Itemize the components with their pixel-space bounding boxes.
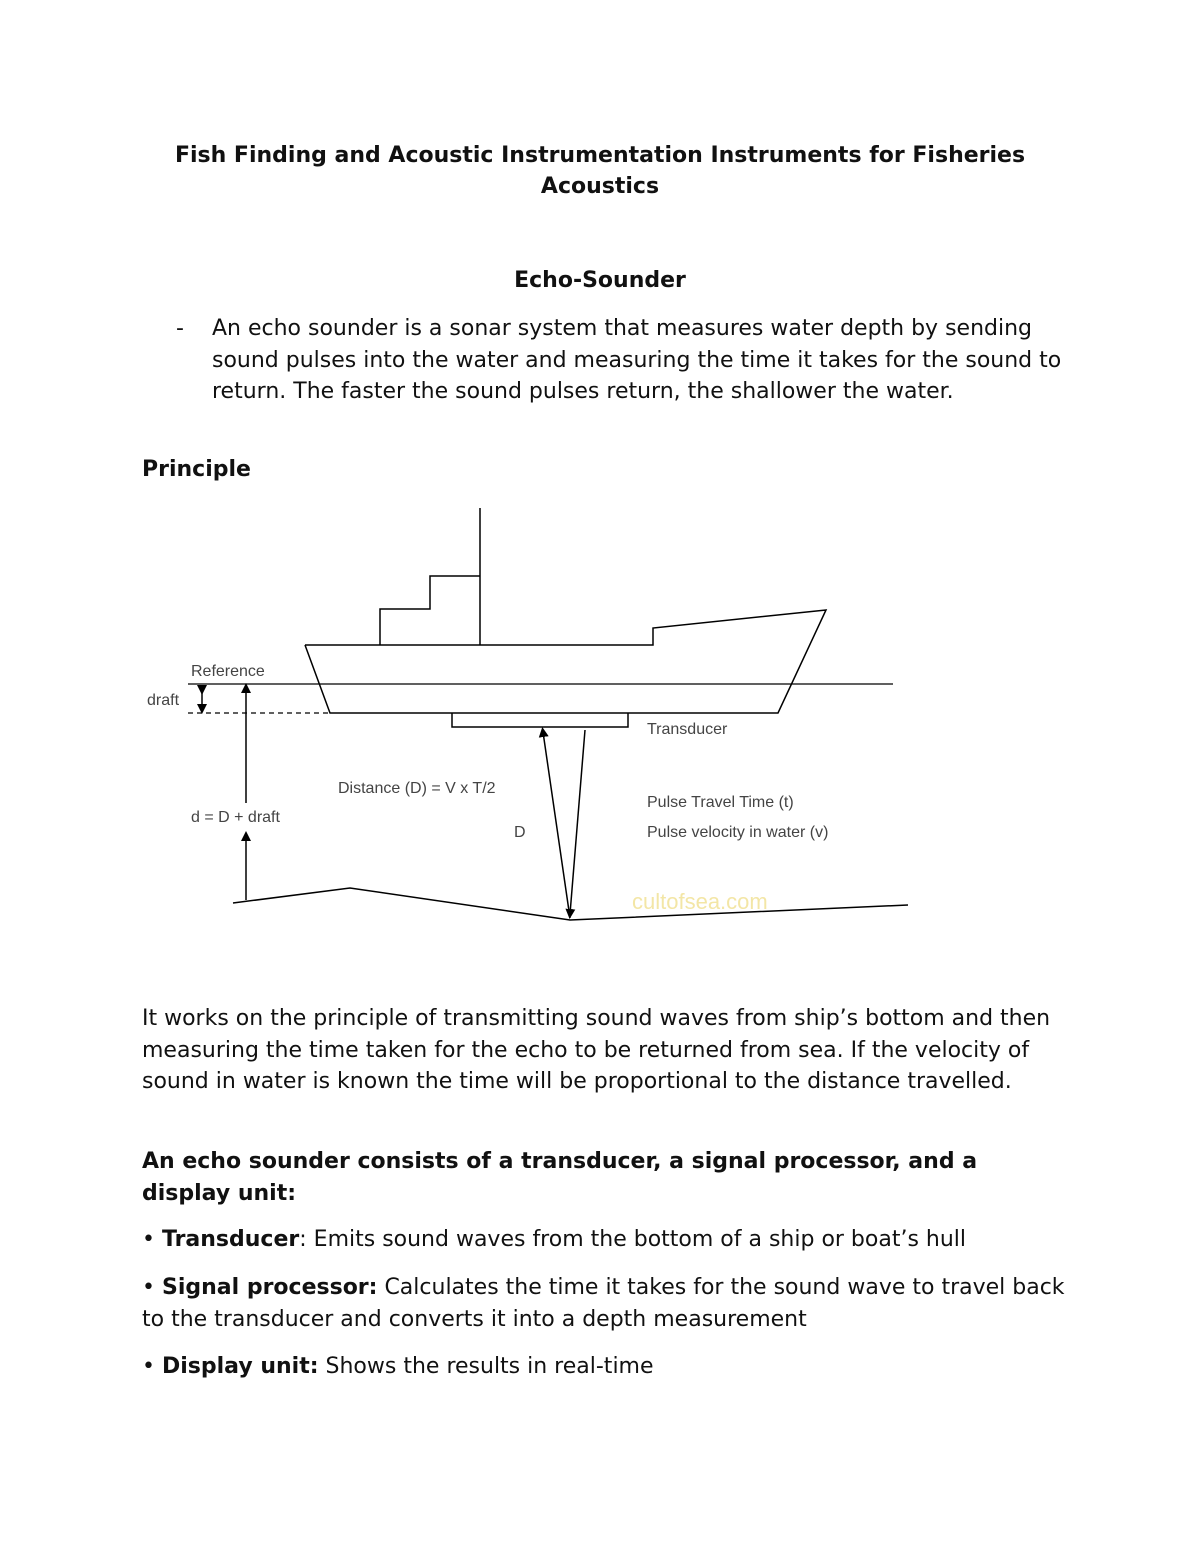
- component-name: Transducer: [161, 1227, 300, 1252]
- component-name: Signal processor:: [161, 1275, 378, 1300]
- bullet-marker: •: [142, 1354, 155, 1379]
- reference-label: Reference: [191, 663, 265, 680]
- component-display-unit: [142, 1351, 1072, 1383]
- watermark: cultofsea.com: [632, 889, 768, 914]
- draft-label: draft: [147, 692, 180, 709]
- pulse-velocity-label: Pulse velocity in water (v): [647, 824, 829, 841]
- component-signal-processor: [142, 1272, 1072, 1335]
- component-transducer: [142, 1224, 1072, 1256]
- principle-heading: Principle: [142, 457, 251, 482]
- components-heading: An echo sounder consists of a transducer, a signal processor, and a display unit:: [142, 1149, 978, 1206]
- transducer-box: [452, 713, 628, 727]
- bullet-marker: •: [142, 1227, 155, 1252]
- intro-paragraph: An echo sounder is a sonar system that measures water depth by sending sound pulses into the water and measuring the time it takes for the sound to return. The faster the sound pulses return, the shallower the water.: [212, 316, 1062, 404]
- depth-formula: d = D + draft: [191, 809, 280, 826]
- principle-paragraph: It works on the principle of transmitting sound waves from ship’s bottom and then measuring the time taken for the echo to be returned from sea. If the velocity of sound in water is known the time will be proportional to the distance travelled.: [142, 1006, 1051, 1094]
- distance-d-label: D: [514, 824, 526, 841]
- intro-bullet-marker: -: [176, 316, 184, 341]
- component-separator: :: [299, 1227, 307, 1252]
- ship-superstructure: [380, 576, 480, 645]
- transducer-label: Transducer: [647, 721, 728, 738]
- distance-formula: Distance (D) = V x T/2: [338, 780, 496, 797]
- component-description: Calculates the time it takes for the sound wave to travel back to the transducer and converts it into a depth measurement: [142, 1275, 1065, 1332]
- document-title: Fish Finding and Acoustic Instrumentation Instruments for Fisheries Acoustics: [174, 143, 1026, 199]
- ship-hull: [305, 610, 826, 713]
- pulse-down-line: [570, 730, 585, 914]
- pulse-time-label: Pulse Travel Time (t): [647, 794, 794, 811]
- component-name: Display unit:: [161, 1354, 319, 1379]
- bullet-marker: •: [142, 1275, 155, 1300]
- section-heading-echo-sounder: Echo-Sounder: [514, 268, 686, 293]
- component-description: Shows the results in real-time: [318, 1354, 654, 1379]
- pulse-up-line: [543, 732, 570, 918]
- component-description: Emits sound waves from the bottom of a ship or boat’s hull: [306, 1227, 967, 1252]
